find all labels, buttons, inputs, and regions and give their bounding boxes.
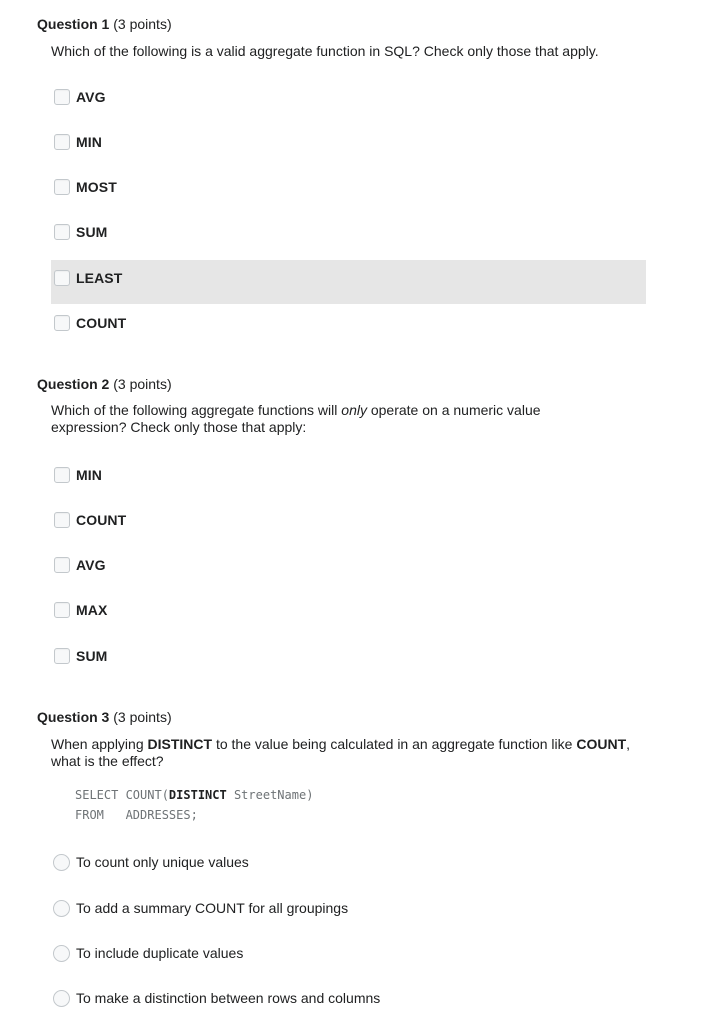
prompt-text: operate on a numeric value expression? Check only those that apply: (51, 402, 541, 435)
prompt-keyword: DISTINCT (147, 736, 213, 752)
q2-option-avg[interactable] (51, 544, 646, 588)
prompt-text: Which of the following aggregate functions will (51, 402, 342, 418)
option-label: COUNT (76, 315, 127, 331)
q1-option-sum[interactable] (51, 211, 646, 255)
option-label: To make a distinction between rows and columns (76, 990, 381, 1006)
radio-button[interactable] (53, 854, 70, 871)
option-label: AVG (76, 557, 106, 573)
option-label: LEAST (76, 270, 123, 286)
option-label: MIN (76, 467, 102, 483)
code-text: StreetName) (226, 788, 314, 802)
q1-option-most[interactable] (51, 166, 646, 210)
radio-button[interactable] (53, 990, 70, 1007)
q3-option-duplicates[interactable] (51, 932, 646, 976)
option-label: COUNT (76, 512, 127, 528)
q2-option-min[interactable] (51, 454, 646, 498)
option-label: SUM (76, 648, 108, 664)
q3-option-unique[interactable] (51, 841, 646, 885)
prompt-text: to the value being calculated in an aggregate function like (212, 736, 577, 752)
q1-option-min[interactable] (51, 121, 646, 165)
checkbox[interactable] (54, 270, 70, 286)
checkbox[interactable] (54, 224, 70, 240)
prompt-keyword: COUNT (576, 736, 627, 752)
option-label: MOST (76, 179, 117, 195)
checkbox[interactable] (54, 134, 70, 150)
question-points: (3 points) (113, 709, 172, 725)
q2-option-sum[interactable] (51, 635, 646, 679)
question-3-header (37, 708, 172, 726)
checkbox[interactable] (54, 557, 70, 573)
question-3-prompt (51, 736, 631, 770)
checkbox[interactable] (54, 648, 70, 664)
question-1-header (37, 15, 172, 33)
question-1-prompt: Which of the following is a valid aggregate function in SQL? Check only those that apply. (51, 43, 599, 59)
checkbox[interactable] (54, 315, 70, 331)
q3-option-distinction[interactable] (51, 977, 646, 1021)
q1-option-avg[interactable] (51, 76, 646, 120)
option-label: To count only unique values (76, 854, 249, 870)
question-number: Question 1 (37, 16, 110, 32)
question-number: Question 2 (37, 376, 110, 392)
q2-option-count[interactable] (51, 499, 646, 543)
option-label: MAX (76, 602, 108, 618)
q1-option-least[interactable] (51, 260, 646, 304)
checkbox[interactable] (54, 512, 70, 528)
question-points: (3 points) (113, 16, 172, 32)
question-2-header (37, 375, 172, 393)
checkbox[interactable] (54, 89, 70, 105)
q2-option-max[interactable] (51, 589, 646, 633)
option-label: To add a summary COUNT for all groupings (76, 900, 349, 916)
checkbox[interactable] (54, 179, 70, 195)
prompt-text: , what is the effect? (51, 736, 631, 769)
code-text: SELECT COUNT( (75, 788, 169, 802)
option-label: SUM (76, 224, 108, 240)
code-line-2: FROM ADDRESSES; (75, 808, 198, 822)
prompt-emphasis: only (341, 402, 367, 418)
q1-option-count[interactable] (51, 302, 646, 346)
checkbox[interactable] (54, 602, 70, 618)
radio-button[interactable] (53, 900, 70, 917)
option-label: To include duplicate values (76, 945, 244, 961)
option-label: MIN (76, 134, 102, 150)
question-number: Question 3 (37, 709, 110, 725)
checkbox[interactable] (54, 467, 70, 483)
prompt-text: When applying (51, 736, 148, 752)
question-2-prompt (51, 402, 611, 436)
radio-button[interactable] (53, 945, 70, 962)
q3-option-summary[interactable] (51, 887, 646, 931)
question-points: (3 points) (113, 376, 172, 392)
option-label: AVG (76, 89, 106, 105)
code-keyword: DISTINCT (168, 788, 227, 802)
code-line-1 (75, 788, 313, 802)
sql-code-block (75, 785, 313, 825)
